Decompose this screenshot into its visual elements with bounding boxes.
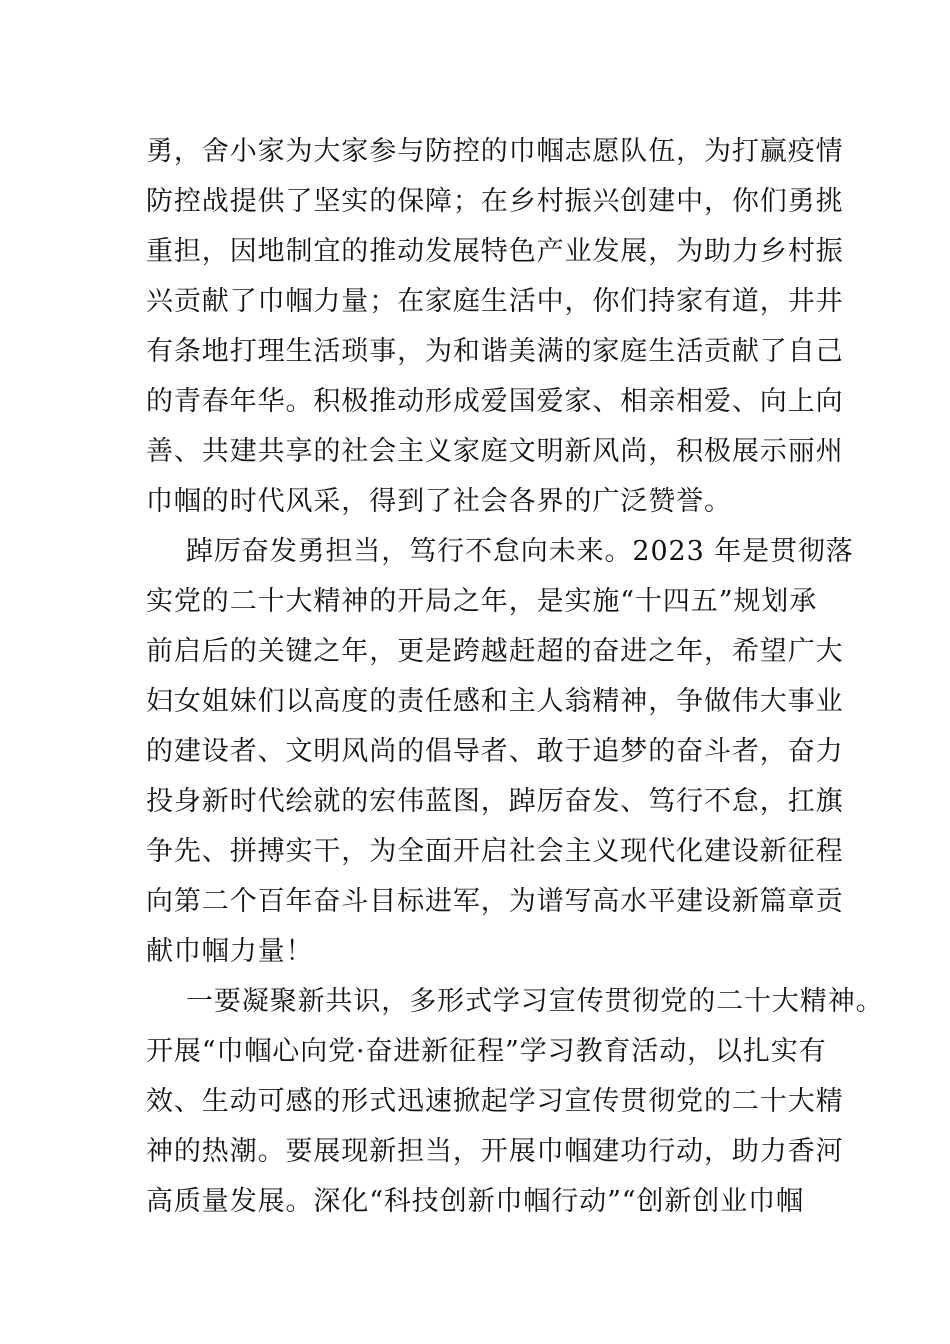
text-line: 实党的二十大精神的开局之年，是实施“十四五”规划承 [146,586,818,617]
text-line: 重担，因地制宜的推动发展特色产业发展，为助力乡村振 [146,236,844,267]
text-line: 有条地打理生活琐事，为和谐美满的家庭生活贡献了自己 [146,336,844,367]
text-line: 前启后的关键之年，更是跨越赶超的奋进之年，希望广大 [146,636,844,667]
text-line: 的建设者、文明风尚的倡导者、敢于追梦的奋斗者，奋力 [146,736,844,767]
paragraph-first-line: 一要凝聚新共识，多形式学习宣传贯彻党的二十大精神。 [186,986,884,1017]
text-line: 开展“巾帼心向党·奋进新征程”学习教育活动，以扎实有 [146,1036,827,1067]
text-line: 献巾帼力量！ [146,936,314,967]
text-line: 防控战提供了坚实的保障；在乡村振兴创建中，你们勇挑 [146,186,844,217]
text-line: 兴贡献了巾帼力量；在家庭生活中，你们持家有道，井井 [146,286,844,317]
text-line: 投身新时代绘就的宏伟蓝图，踔厉奋发、笃行不怠，扛旗 [146,786,844,817]
text-line: 神的热潮。要展现新担当，开展巾帼建功行动，助力香河 [146,1136,844,1167]
text-line: 勇，舍小家为大家参与防控的巾帼志愿队伍，为打赢疫情 [146,136,844,167]
text-line: 巾帼的时代风采，得到了社会各界的广泛赞誉。 [146,486,732,517]
paragraph-first-line: 踔厉奋发勇担当，笃行不怠向未来。2023 年是贯彻落 [186,536,854,567]
text-line: 妇女姐妹们以高度的责任感和主人翁精神，争做伟大事业 [146,686,844,717]
text-line: 高质量发展。深化“科技创新巾帼行动”“创新创业巾帼 [146,1186,804,1217]
text-line: 效、生动可感的形式迅速掀起学习宣传贯彻党的二十大精 [146,1086,844,1117]
text-line: 争先、拼搏实干，为全面开启社会主义现代化建设新征程 [146,836,844,867]
text-line: 的青春年华。积极推动形成爱国爱家、相亲相爱、向上向 [146,386,844,417]
text-line: 善、共建共享的社会主义家庭文明新风尚，积极展示丽州 [146,436,844,467]
text-line: 向第二个百年奋斗目标进军，为谱写高水平建设新篇章贡 [146,886,844,917]
